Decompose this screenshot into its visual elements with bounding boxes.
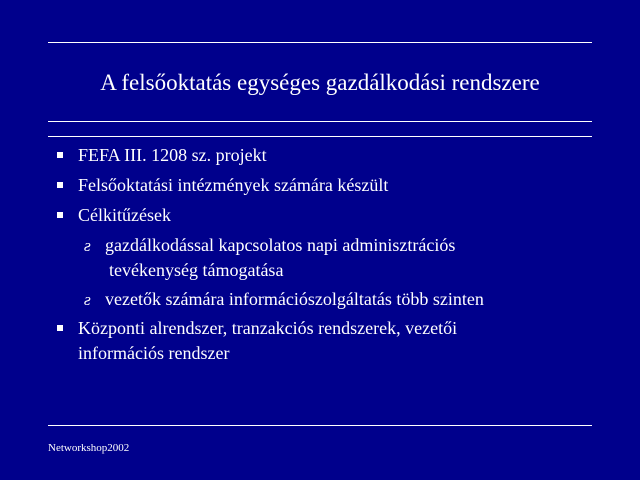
footer-rule: [48, 425, 592, 426]
square-bullet-icon: [57, 152, 63, 158]
subbullet-text-line1: gazdálkodással kapcsolatos napi adminisztrációs: [105, 235, 456, 255]
italic-check-bullet-icon: ƨ: [84, 236, 91, 255]
subbullet-text-line2: tevékenység támogatása: [109, 260, 284, 280]
title-rule-2: [48, 136, 592, 137]
subbullet-item: [84, 287, 614, 312]
bullet-item: [54, 203, 614, 228]
subbullet-text-line1: vezetők számára információszolgáltatás több szinten: [105, 289, 484, 309]
subbullet-item: [84, 233, 614, 283]
slide-title: A felsőoktatás egységes gazdálkodási rendszere: [100, 70, 540, 95]
bullet-item: [54, 316, 614, 366]
bullet-text: FEFA III. 1208 sz. projekt: [78, 145, 267, 165]
top-rule: [48, 42, 592, 43]
bullet-item: [54, 173, 614, 198]
bullet-text: Felsőoktatási intézmények számára készült: [78, 175, 389, 195]
square-bullet-icon: [57, 212, 63, 218]
bullet-text-line2: információs rendszer: [78, 343, 230, 363]
bullet-text-line1: Központi alrendszer, tranzakciós rendszerek, vezetői: [78, 318, 458, 338]
square-bullet-icon: [57, 325, 63, 331]
bullet-list: [54, 143, 614, 371]
italic-check-bullet-icon: ƨ: [84, 290, 91, 309]
title-rule-1: [48, 121, 592, 122]
bullet-text: Célkitűzések: [78, 205, 171, 225]
bullet-item: [54, 143, 614, 168]
footer-text: Networkshop2002: [48, 442, 130, 454]
square-bullet-icon: [57, 182, 63, 188]
